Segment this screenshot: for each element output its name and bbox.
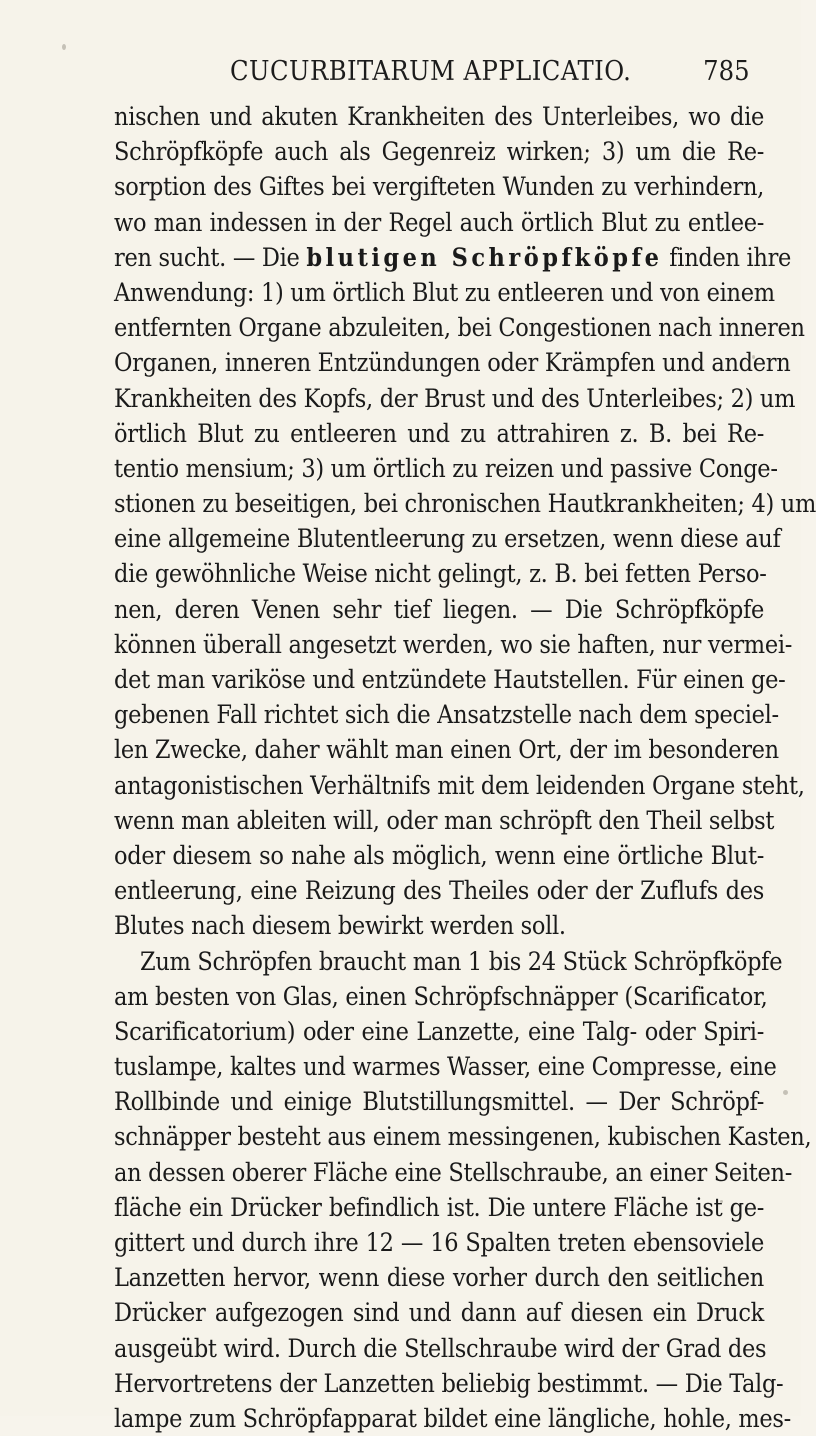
text-line: tuslampe, kaltes und warmes Wasser, eine Compresse, eine — [114, 1052, 777, 1082]
text-line: fläche ein Drücker befindlich ist. Die untere Fläche ist ge- — [114, 1192, 764, 1222]
running-title: CUCURBITARUM APPLICATIO. — [230, 56, 632, 87]
text-line: entfernten Organe abzuleiten, bei Congestionen nach inneren — [114, 313, 805, 343]
paper-fleck — [62, 44, 66, 50]
text-line: Drücker aufgezogen sind und dann auf diesen ein Druck — [114, 1298, 764, 1328]
text-line: Krankheiten des Kopfs, der Brust und des Unterleibes; 2) um — [114, 383, 796, 413]
text-line: Blutes nach diesem bewirkt werden soll. — [114, 911, 566, 941]
text-line: det man variköse und entzündete Hautstellen. Für einen ge- — [114, 665, 786, 694]
body-text — [114, 99, 816, 1436]
paper-fleck — [708, 323, 711, 326]
text-line: wenn man ableiten will, oder man schröpft den Theil selbst — [114, 805, 775, 835]
text-line: Anwendung: 1) um örtlich Blut zu entleeren und von einem — [114, 277, 775, 307]
text-line — [114, 240, 792, 275]
text-line: lampe zum Schröpfapparat bildet eine längliche, hohle, mes- — [114, 1403, 791, 1433]
text-line: können überall angesetzt werden, wo sie haften, nur vermei- — [114, 629, 793, 659]
text-line: Hervortretens der Lanzetten beliebig bestimmt. — Die Talg- — [114, 1368, 784, 1398]
text-line: gittert und durch ihre 12 — 16 Spalten treten ebensoviele — [114, 1228, 764, 1257]
text-line: die gewöhnliche Weise nicht gelingt, z. B. bei fetten Perso- — [114, 559, 767, 589]
text-line: Zum Schröpfen braucht man 1 bis 24 Stück Schröpfköpfe — [140, 946, 783, 976]
paper-fleck — [752, 355, 755, 359]
text-line: sorption des Giftes bei vergifteten Wunden zu verhindern, — [114, 172, 764, 202]
text-line: Organen, inneren Entzündungen oder Krämpfen und andern — [114, 348, 791, 378]
page-header — [230, 56, 750, 92]
paper-fleck — [783, 1090, 788, 1095]
text-line: örtlich Blut zu entleeren und zu attrahiren z. B. bei Re- — [114, 418, 764, 448]
text-segment: ren sucht. — Die — [114, 242, 307, 272]
text-line: Lanzetten hervor, wenn diese vorher durch den seitlichen — [114, 1263, 764, 1293]
text-line: nischen und akuten Krankheiten des Unterleibes, wo die — [114, 102, 764, 131]
text-line: Rollbinde und einige Blutstillungsmittel. — Der Schröpf- — [114, 1087, 764, 1117]
text-line: Scarificatorium) oder eine Lanzette, eine Talg- oder Spiri- — [114, 1016, 764, 1046]
text-segment: finden ihre — [662, 242, 792, 272]
text-line: an dessen oberer Fläche eine Stellschraube, an einer Seiten- — [114, 1157, 793, 1187]
text-line: len Zwecke, daher wählt man einen Ort, der im besonderen — [114, 735, 779, 765]
text-line: entleerung, eine Reizung des Theiles oder der Zuflufs des — [114, 876, 764, 906]
text-line: oder diesem so nahe als möglich, wenn eine örtliche Blut- — [114, 840, 764, 870]
paper-fleck — [720, 1200, 723, 1203]
text-line: antagonistischen Verhältnifs mit dem leidenden Organe steht, — [114, 770, 805, 800]
text-line: ausgeübt wird. Durch die Stellschraube wird der Grad des — [114, 1333, 767, 1363]
text-line: wo man indessen in der Regel auch örtlich Blut zu entlee- — [114, 207, 764, 237]
text-line: eine allgemeine Blutentleerung zu ersetzen, wenn diese auf — [114, 524, 781, 554]
text-line: Schröpfköpfe auch als Gegenreiz wirken; 3) um die Re- — [114, 137, 764, 167]
emphasized-term: blutigen Schröpfköpfe — [306, 242, 663, 272]
text-line: nen, deren Venen sehr tief liegen. — Die Schröpfköpfe — [114, 594, 764, 624]
text-line: gebenen Fall richtet sich die Ansatzstelle nach dem speciel- — [114, 700, 779, 730]
text-line: schnäpper besteht aus einem messingenen, kubischen Kasten, — [114, 1122, 812, 1152]
text-line: am besten von Glas, einen Schröpfschnäpper (Scarificator, — [114, 981, 768, 1011]
text-line: tentio mensium; 3) um örtlich zu reizen und passive Conge- — [114, 453, 778, 483]
text-line: stionen zu beseitigen, bei chronischen Hautkrankheiten; 4) um — [114, 489, 816, 519]
page-number: 785 — [703, 56, 750, 87]
